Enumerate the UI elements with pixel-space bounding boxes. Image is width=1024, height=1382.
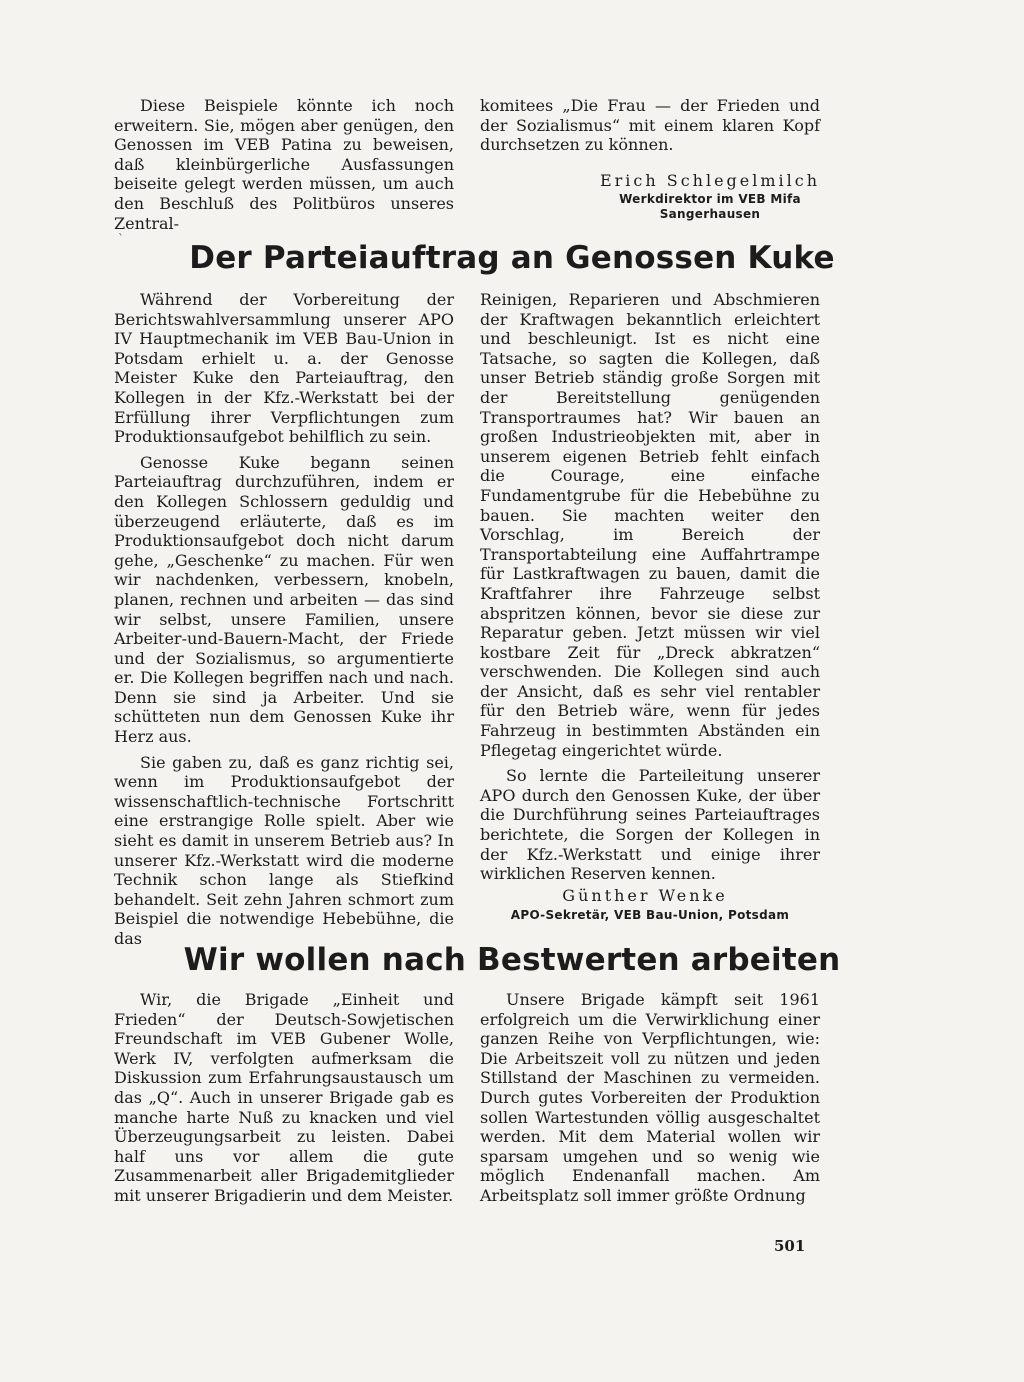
intro-author-role: Werkdirektor im VEB Mifa Sangerhausen [619,192,801,221]
article1-paragraph: So lernte die Parteileitung unserer APO durch den Genossen Kuke, der über die Durchführung seines Parteiauftrages berichtete, die Sorgen der Kollegen in der Kfz.-Werkstatt und einige ihrer wirklichen Reserven kennen. [480,766,820,884]
intro-author-name: Erich Schlegelmilch [599,171,821,190]
article1-left-column [114,290,454,949]
stray-mark: ˋ [118,232,124,246]
intro-left-paragraph: Diese Beispiele könnte ich noch erweitern. Sie, mögen aber genügen, den Genossen im VEB Patina zu beweisen, daß kleinbürgerliche Ausfassungen beiseite gelegt werden müssen, um auch den Beschluß des Politbüros unseres Zentral- [114,96,454,233]
article1-right-column [480,290,820,884]
article2-title: Wir wollen nach Bestwerten arbeiten [183,942,841,978]
article1-author-name: Günther Wenke [562,886,728,905]
article1-paragraph: Reinigen, Reparieren und Abschmieren der Kraftwagen bekanntlich erleichtert und beschleunigt. Ist es nicht eine Tatsache, so sagten die Kollegen, daß unser Betrieb ständig große Sorgen mit der Bereitstellung genügenden Transportraumes hat? Wir bauen an großen Industrieobjekten mit, aber in unserem eigenen Betrieb fehlt einfach die Courage, eine einfache Fundamentgrube für die Hebebühne zu bauen. Sie machten weiter den Vorschlag, im Bereich der Transportabteilung eine Auffahrtrampe für Lastkraftwagen zu bauen, damit die Kraftfahrer ihre Fahrzeuge selbst abspritzen können, bevor sie diese zur Reparatur geben. Jetzt müssen wir viel kostbare Zeit für „Dreck abkratzen“ verschwenden. Die Kollegen sind auch der Ansicht, daß es sehr viel rentabler für den Betrieb wäre, wenn für jedes Fahrzeug in bestimmten Abständen ein Pflegetag eingerichtet würde. [480,290,820,760]
article2-left-column [114,990,454,1206]
article2-paragraph: Unsere Brigade kämpft seit 1961 erfolgreich um die Verwirklichung einer ganzen Reihe von Verpflichtungen, wie: Die Arbeitszeit voll zu nützen und jeden Stillstand der Maschinen zu vermeiden. Durch gutes Vorbereiten der Produktion sollen Wartestunden völlig ausgeschaltet werden. Mit dem Material wollen wir sparsam umgehen und so wenig wie möglich Endenanfall machen. Am Arbeitsplatz soll immer größte Ordnung [480,990,820,1205]
article1-author-role: APO-Sekretär, VEB Bau-Union, Potsdam [510,908,790,922]
intro-signature [580,171,840,222]
article1-signature [480,886,820,923]
page-number: 501 [774,1237,806,1255]
article1-paragraph: Sie gaben zu, daß es ganz richtig sei, wenn im Produktionsaufgebot der wissenschaftlich-technische Fortschritt eine erstrangige Rolle spielt. Aber wie sieht es damit in unserem Betrieb aus? In unserer Kfz.-Werkstatt wird die moderne Technik schon lange als Stiefkind behandelt. Seit zehn Jahren schmort zum Beispiel die notwendige Hebebühne, die das [114,752,454,948]
intro-right-paragraph: komitees „Die Frau — der Frieden und der Sozialismus“ mit einem klaren Kopf durchsetzen zu können. [480,96,820,155]
article2-right-column [480,990,820,1206]
article1-paragraph: Genosse Kuke begann seinen Parteiauftrag durchzuführen, indem er den Kollegen Schlossern geduldig und überzeugend erläuterte, daß es im Produktionsaufgebot doch nicht darum gehe, „Geschenke“ zu machen. Für wen wir nachdenken, verbessern, knobeln, planen, rechnen und arbeiten — das sind wir selbst, unsere Familien, unsere Arbeiter-und-Bauern-Macht, der Friede und der Sozialismus, so argumentierte er. Die Kollegen begriffen nach und nach. Denn sie sind ja Arbeiter. Und sie schütteten nun dem Genossen Kuke ihr Herz aus. [114,452,454,747]
article1-paragraph: Während der Vorbereitung der Berichtswahlversammlung unserer APO IV Hauptmechanik im VEB Bau-Union in Potsdam erhielt u. a. der Genosse Meister Kuke den Parteiauftrag, den Kollegen in der Kfz.-Werkstatt bei der Erfüllung ihrer Verpflichtungen zum Produktionsaufgebot behilflich zu sein. [114,290,454,447]
article2-paragraph: Wir, die Brigade „Einheit und Frieden“ der Deutsch-Sowjetischen Freundschaft im VEB Gubener Wolle, Werk IV, verfolgten aufmerksam die Diskussion zum Erfahrungsaustausch um das „Q“. Auch in unserer Brigade gab es manche harte Nuß zu knacken und viel Überzeugungsarbeit zu leisten. Dabei half uns vor allem die gute Zusammenarbeit aller Brigademitglieder mit unserer Brigadierin und dem Meister. [114,990,454,1205]
article1-title: Der Parteiauftrag an Genossen Kuke [189,240,835,276]
intro-left-column [114,96,454,233]
intro-right-column [480,96,820,155]
